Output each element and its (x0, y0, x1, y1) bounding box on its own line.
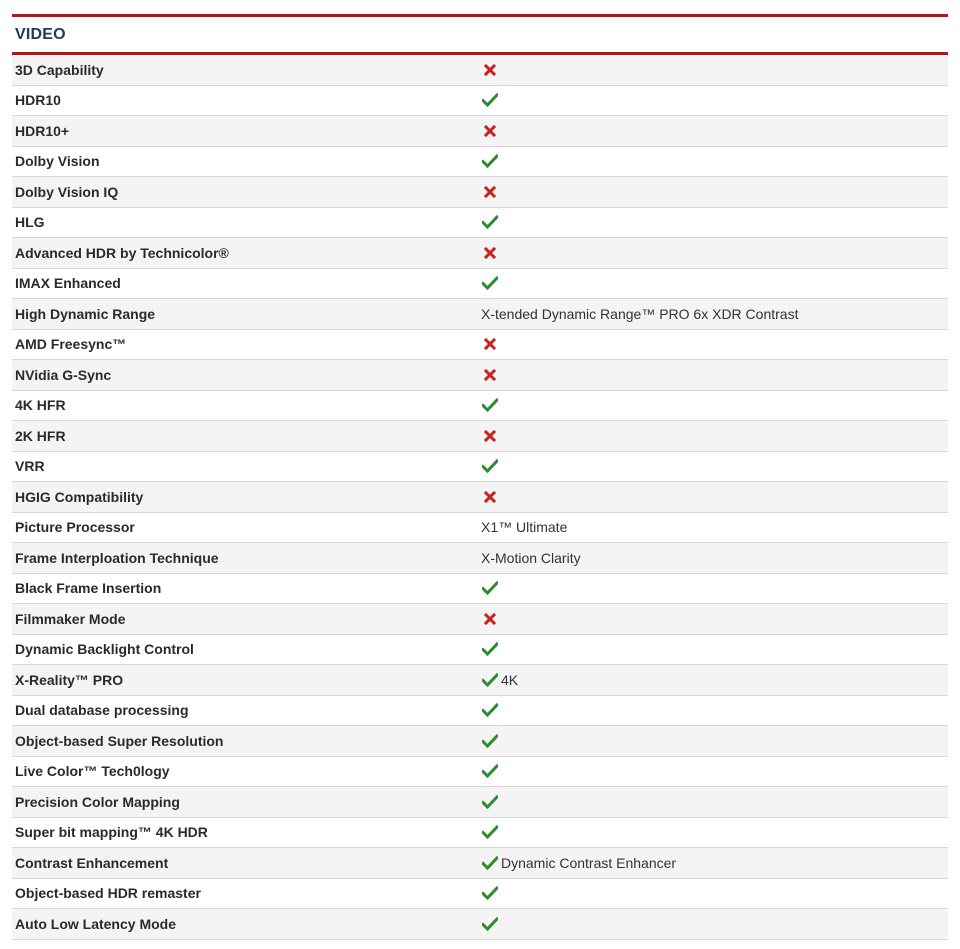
spec-value (481, 916, 948, 932)
checkmark-icon (481, 916, 499, 932)
spec-label: Picture Processor (15, 519, 135, 536)
spec-label: Frame Interploation Technique (15, 549, 219, 566)
spec-row (12, 574, 948, 605)
spec-value (481, 397, 948, 413)
spec-label: X-Reality™ PRO (15, 671, 124, 688)
checkmark-icon (481, 275, 499, 291)
spec-value-text: X-tended Dynamic Range™ PRO 6x XDR Contrast (481, 305, 799, 322)
checkmark-icon (481, 702, 499, 718)
spec-label: Precision Color Mapping (15, 793, 180, 810)
spec-row (12, 787, 948, 818)
spec-value-text: X-Motion Clarity (481, 549, 581, 566)
spec-value (481, 306, 948, 322)
spec-row (12, 879, 948, 910)
spec-row (12, 177, 948, 208)
spec-label: HLG (15, 214, 45, 231)
spec-label: HGIG Compatibility (15, 488, 144, 505)
cross-icon (481, 184, 499, 200)
checkmark-icon (481, 641, 499, 657)
spec-value (481, 641, 948, 657)
spec-label: IMAX Enhanced (15, 275, 121, 292)
spec-value (481, 275, 948, 291)
spec-label: 2K HFR (15, 427, 66, 444)
checkmark-icon (481, 794, 499, 810)
spec-value (481, 92, 948, 108)
spec-value (481, 855, 948, 871)
checkmark-icon (481, 580, 499, 596)
cross-icon (481, 123, 499, 139)
spec-row (12, 482, 948, 513)
spec-label: Object-based HDR remaster (15, 885, 201, 902)
spec-row (12, 604, 948, 635)
spec-value (481, 550, 948, 566)
spec-value (481, 62, 948, 78)
spec-row (12, 848, 948, 879)
spec-row (12, 330, 948, 361)
spec-row (12, 543, 948, 574)
spec-value (481, 458, 948, 474)
spec-value (481, 611, 948, 627)
checkmark-icon (481, 458, 499, 474)
spec-row (12, 55, 948, 86)
spec-row (12, 818, 948, 849)
spec-value (481, 794, 948, 810)
spec-row (12, 360, 948, 391)
checkmark-icon (481, 397, 499, 413)
checkmark-icon (481, 733, 499, 749)
spec-row (12, 665, 948, 696)
spec-label: Dual database processing (15, 702, 189, 719)
checkmark-icon (481, 214, 499, 230)
spec-label: Black Frame Insertion (15, 580, 162, 597)
cross-icon (481, 245, 499, 261)
spec-value (481, 245, 948, 261)
spec-row (12, 635, 948, 666)
checkmark-icon (481, 885, 499, 901)
spec-label: Auto Low Latency Mode (15, 915, 176, 932)
cross-icon (481, 367, 499, 383)
spec-row (12, 208, 948, 239)
spec-value (481, 672, 948, 688)
section-title: VIDEO (15, 25, 66, 43)
spec-value (481, 336, 948, 352)
spec-rows (12, 55, 948, 940)
spec-row (12, 238, 948, 269)
spec-value (481, 580, 948, 596)
spec-value (481, 824, 948, 840)
spec-label: High Dynamic Range (15, 305, 156, 322)
spec-row (12, 513, 948, 544)
cross-icon (481, 62, 499, 78)
spec-value (481, 489, 948, 505)
checkmark-icon (481, 672, 499, 688)
spec-row (12, 147, 948, 178)
spec-value (481, 885, 948, 901)
spec-label: HDR10 (15, 92, 61, 109)
spec-value (481, 428, 948, 444)
spec-value (481, 367, 948, 383)
checkmark-icon (481, 153, 499, 169)
spec-row (12, 86, 948, 117)
spec-label: Contrast Enhancement (15, 854, 169, 871)
spec-value-text: X1™ Ultimate (481, 519, 568, 536)
spec-row (12, 116, 948, 147)
spec-row (12, 391, 948, 422)
spec-row (12, 726, 948, 757)
cross-icon (481, 428, 499, 444)
spec-table (12, 14, 948, 940)
spec-label: Filmmaker Mode (15, 610, 126, 627)
spec-label: HDR10+ (15, 122, 70, 139)
spec-label: 4K HFR (15, 397, 66, 414)
spec-label: VRR (15, 458, 45, 475)
spec-label: Super bit mapping™ 4K HDR (15, 824, 208, 841)
spec-row (12, 269, 948, 300)
section-header (12, 17, 948, 55)
spec-row (12, 696, 948, 727)
spec-value (481, 184, 948, 200)
spec-label: Object-based Super Resolution (15, 732, 224, 749)
spec-row (12, 909, 948, 940)
spec-value (481, 733, 948, 749)
spec-label: NVidia G-Sync (15, 366, 112, 383)
checkmark-icon (481, 92, 499, 108)
checkmark-icon (481, 763, 499, 779)
spec-value-text: Dynamic Contrast Enhancer (501, 854, 677, 871)
spec-label: 3D Capability (15, 61, 104, 78)
spec-label: Dynamic Backlight Control (15, 641, 194, 658)
spec-row (12, 299, 948, 330)
spec-row (12, 421, 948, 452)
spec-label: Dolby Vision (15, 153, 100, 170)
cross-icon (481, 489, 499, 505)
cross-icon (481, 336, 499, 352)
spec-value (481, 763, 948, 779)
spec-label: Live Color™ Tech0logy (15, 763, 170, 780)
spec-label: Dolby Vision IQ (15, 183, 119, 200)
spec-label: AMD Freesync™ (15, 336, 127, 353)
checkmark-icon (481, 855, 499, 871)
spec-label: Advanced HDR by Technicolor® (15, 244, 229, 261)
spec-value-text: 4K (501, 671, 519, 688)
spec-value (481, 214, 948, 230)
spec-value (481, 519, 948, 535)
spec-value (481, 153, 948, 169)
spec-value (481, 123, 948, 139)
spec-row (12, 757, 948, 788)
spec-value (481, 702, 948, 718)
cross-icon (481, 611, 499, 627)
spec-row (12, 452, 948, 483)
checkmark-icon (481, 824, 499, 840)
